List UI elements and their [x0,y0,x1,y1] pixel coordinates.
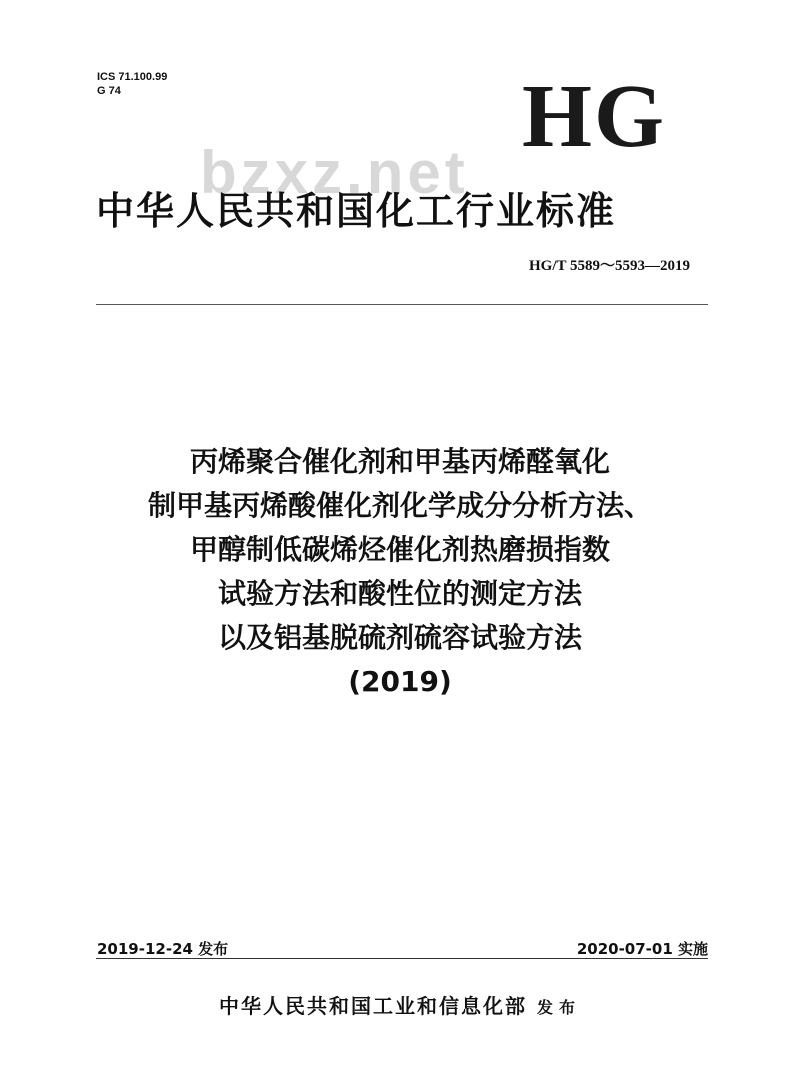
title-line: 丙烯聚合催化剂和甲基丙烯醛氧化 [189,445,610,478]
publisher [0,990,800,1019]
top-divider [96,304,708,305]
standard-number: HG/T 5589～5593—2019 [529,258,690,274]
title-line: 制甲基丙烯酸催化剂化学成分分析方法、 [147,489,652,522]
classification-codes [97,70,167,98]
title-line: 试验方法和酸性位的测定方法 [217,577,582,610]
bottom-divider [96,958,708,959]
publisher-verb: 发布 [536,998,581,1017]
issue-date: 2019-12-24 发布 [97,940,229,958]
standard-category: 中华人民共和国化工行业标准 [96,189,617,233]
title-line: 甲醇制低碳烯烃催化剂热磨损指数 [189,533,610,566]
title-line: 以及铝基脱硫剂硫容试验方法 [217,621,582,654]
ics-code: ICS 71.100.99 [97,71,168,83]
title-year: (2019) [348,665,452,698]
implementation-date: 2020-07-01 实施 [576,940,708,958]
document-title [0,440,800,704]
hg-logo: HG [522,67,667,166]
ccs-code: G 74 [97,85,121,97]
watermark: bzxz.net [200,139,469,206]
publisher-name: 中华人民共和国工业和信息化部 [218,994,527,1018]
